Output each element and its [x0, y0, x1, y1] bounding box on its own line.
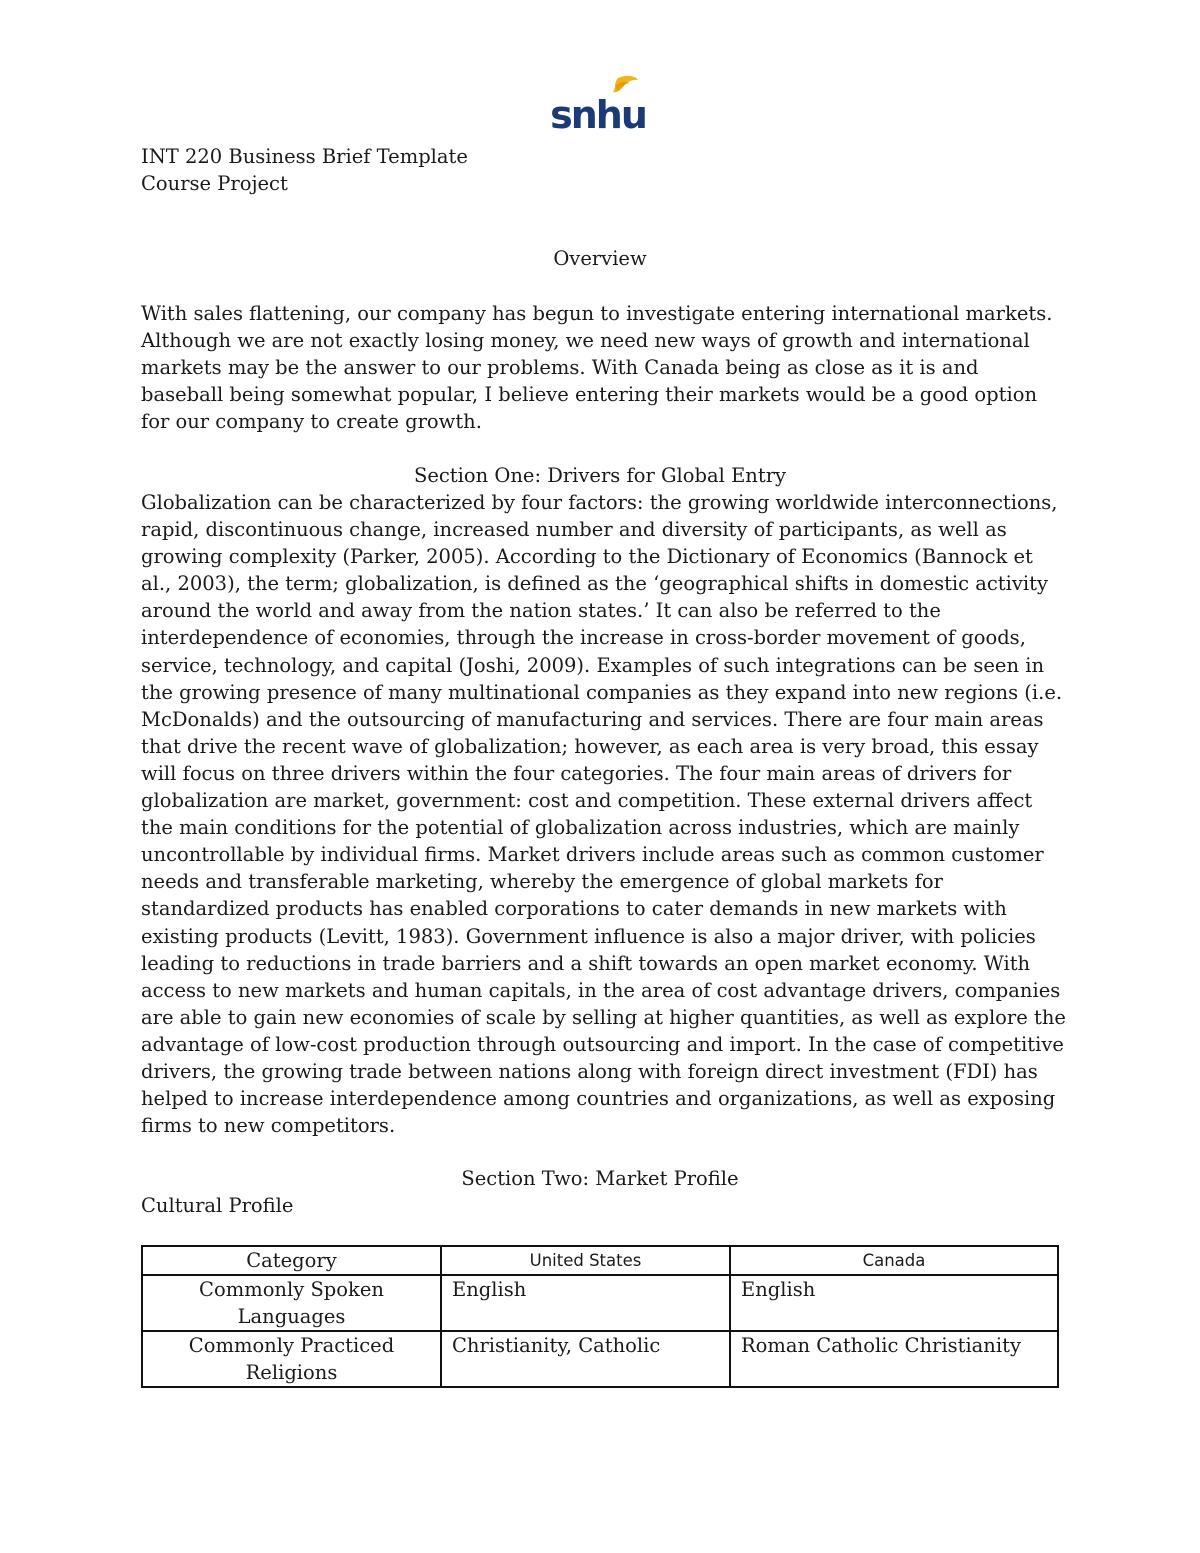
table-header-united-states: United States [441, 1246, 730, 1275]
cultural-profile-table [141, 1245, 1059, 1388]
section-one-heading: Section One: Drivers for Global Entry [413, 464, 787, 487]
table-cell-category: Commonly Spoken Languages [142, 1275, 441, 1331]
table-header-canada: Canada [730, 1246, 1058, 1275]
document-title: INT 220 Business Brief Template [141, 145, 468, 168]
document-subtitle: Course Project [141, 172, 288, 195]
table-cell-united-states: English [441, 1275, 730, 1331]
overview-heading: Overview [553, 247, 647, 270]
logo-wordmark: snhu [550, 93, 646, 137]
cultural-profile-label: Cultural Profile [141, 1194, 294, 1217]
overview-paragraph: With sales flattening, our company has begun to investigate entering international markets. Although we are not exactly losing money, we need new ways of growth and international markets may be the answer to our problems. With Canada being as close as it is and baseball being somewhat popular, I believe entering their markets would be a good option for our company to create growth. [141, 302, 1053, 434]
table-cell-canada: Roman Catholic Christianity [730, 1331, 1058, 1387]
table-row [142, 1331, 1058, 1387]
table-cell-category: Commonly Practiced Religions [142, 1331, 441, 1387]
snhu-logo-mark [550, 74, 646, 137]
table-cell-united-states: Christianity, Catholic [441, 1331, 730, 1387]
snhu-logo [550, 74, 646, 137]
table-row [142, 1275, 1058, 1331]
section-one-paragraph: Globalization can be characterized by four factors: the growing worldwide interconnections, rapid, discontinuous change, increased number and diversity of participants, as well as growing complexity (Parker, 2005). According to the Dictionary of Economics (Bannock et al., 2003), the term; globalization, is defined as the ‘geographical shifts in domestic activity around the world and away from the nation states.’ It can also be referred to the interdependence of economies, through the increase in cross-border movement of goods, service, technology, and capital (Joshi, 2009). Examples of such integrations can be seen in the growing presence of many multinational companies as they expand into new regions (i.e. McDonalds) and the outsourcing of manufacturing and services. There are four main areas that drive the recent wave of globalization; however, as each area is very broad, this essay will focus on three drivers within the four categories. The four main areas of drivers for globalization are market, government: cost and competition. These external drivers affect the main conditions for the potential of globalization across industries, which are mainly uncontrollable by individual firms. Market drivers include areas such as common customer needs and transferable marketing, whereby the emergence of global markets for standardized products has enabled corporations to cater demands in new markets with existing products (Levitt, 1983). Government influence is also a major driver, with policies leading to reductions in trade barriers and a shift towards an open market economy. With access to new markets and human capitals, in the area of cost advantage drivers, companies are able to gain new economies of scale by selling at higher quantities, as well as explore the advantage of low-cost production through outsourcing and import. In the case of competitive drivers, the growing trade between nations along with foreign direct investment (FDI) has helped to increase interdependence among countries and organizations, as well as exposing firms to new competitors. [141, 491, 1066, 1138]
table-header-category: Category [142, 1246, 441, 1275]
document-header [141, 143, 468, 197]
table-cell-canada: English [730, 1275, 1058, 1331]
section-two-heading: Section Two: Market Profile [461, 1167, 739, 1190]
table-header-row [142, 1246, 1058, 1275]
